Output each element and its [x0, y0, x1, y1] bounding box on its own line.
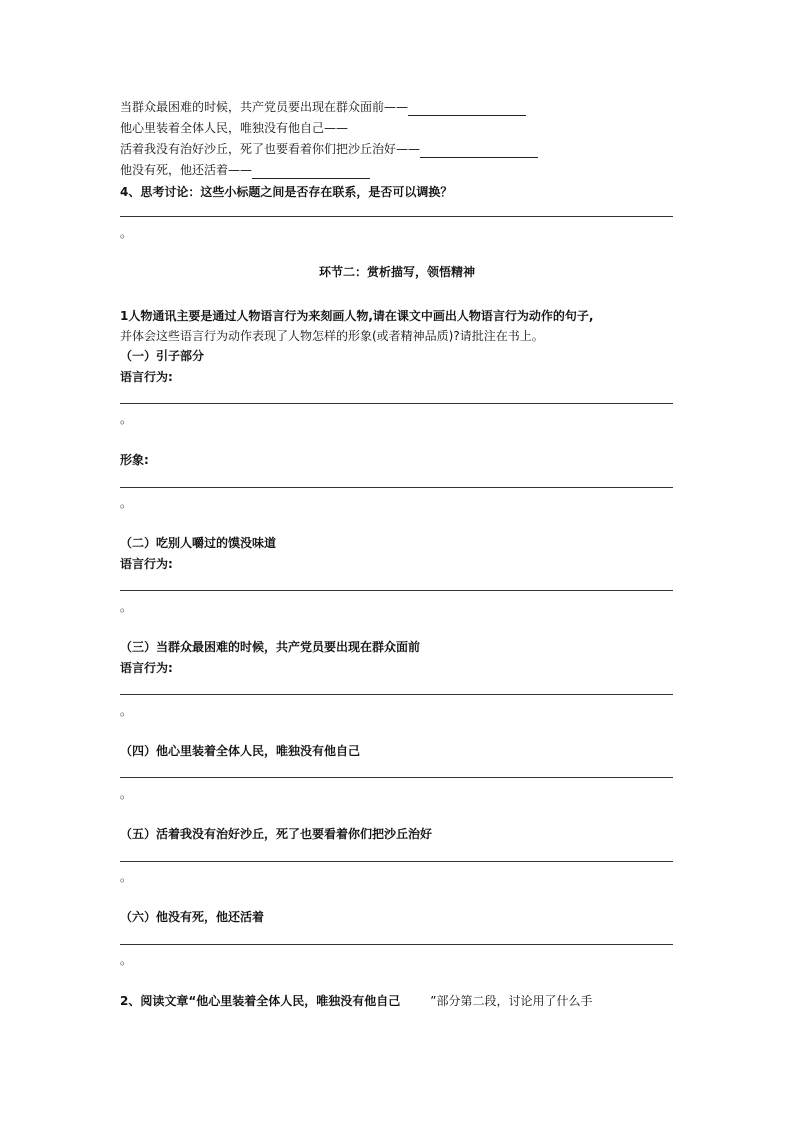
speech-label: 语言行为:: [120, 557, 173, 571]
speech-label: 语言行为:: [120, 661, 173, 675]
fill-line-text: 当群众最困难的时候，共产党员要出现在群众面前——: [120, 100, 409, 114]
part-4-heading: （四）他心里装着全体人民，唯独没有他自己: [120, 744, 361, 758]
fill-line-3: [120, 140, 538, 158]
part-1-heading: （一）引子部分: [120, 349, 205, 363]
fill-line-text: 活着我没有治好沙丘，死了也要看着你们把沙丘治好——: [120, 142, 421, 156]
fill-line-1: [120, 98, 526, 116]
period-mark: 。: [120, 787, 133, 801]
period-mark: 。: [120, 704, 133, 718]
image-label: 形象:: [120, 453, 149, 467]
answer-line[interactable]: [120, 487, 673, 488]
answer-line[interactable]: [120, 944, 673, 945]
answer-blank[interactable]: [252, 165, 370, 179]
task-1-line-2: 并体会这些语言行为动作表现了人物怎样的形象(或者精神品质)?请批注在书上。: [120, 329, 544, 343]
period-mark: 。: [120, 870, 133, 884]
period-mark: 。: [120, 496, 133, 510]
period-mark: 。: [120, 226, 133, 240]
task-2-suffix: ”部分第二段，讨论用了什么手: [430, 994, 593, 1008]
answer-line[interactable]: [120, 777, 673, 778]
task-1-line-1: [120, 307, 593, 325]
part-6-heading: （六）他没有死，他还活着: [120, 910, 265, 924]
period-mark: 。: [120, 953, 133, 967]
answer-line[interactable]: [120, 590, 673, 591]
answer-blank[interactable]: [408, 102, 526, 116]
answer-line[interactable]: [120, 403, 673, 404]
fill-line-4: [120, 161, 370, 179]
task-2-line: [120, 992, 592, 1010]
answer-line[interactable]: [120, 216, 673, 217]
answer-line[interactable]: [120, 694, 673, 695]
section-2-title: 环节二：赏析描写，领悟精神: [318, 265, 475, 279]
question-4: 4、思考讨论：这些小标题之间是否存在联系，是否可以调换？: [120, 185, 453, 199]
fill-line-2: [120, 119, 348, 137]
task-1-text: 1人物通讯主要是通过人物语言行为来刻画人物,请在课文中画出人物语言行为动作的句子,: [120, 309, 594, 323]
task-2-prefix: 2、阅读文章: [120, 994, 189, 1008]
answer-blank[interactable]: [420, 144, 538, 158]
part-2-heading: （二）吃别人嚼过的馍没味道: [120, 536, 277, 550]
part-3-heading: （三）当群众最困难的时候，共产党员要出现在群众面前: [120, 640, 421, 654]
period-mark: 。: [120, 600, 133, 614]
fill-line-text: 他心里装着全体人民，唯独没有他自己——: [120, 121, 349, 135]
answer-line[interactable]: [120, 861, 673, 862]
fill-line-text: 他没有死，他还活着——: [120, 163, 253, 177]
task-2-quote: “他心里装着全体人民，唯独没有他自己: [188, 994, 401, 1008]
part-5-heading: （五）活着我没有治好沙丘，死了也要看着你们把沙丘治好: [120, 827, 433, 841]
period-mark: 。: [120, 412, 133, 426]
speech-label: 语言行为:: [120, 370, 173, 384]
